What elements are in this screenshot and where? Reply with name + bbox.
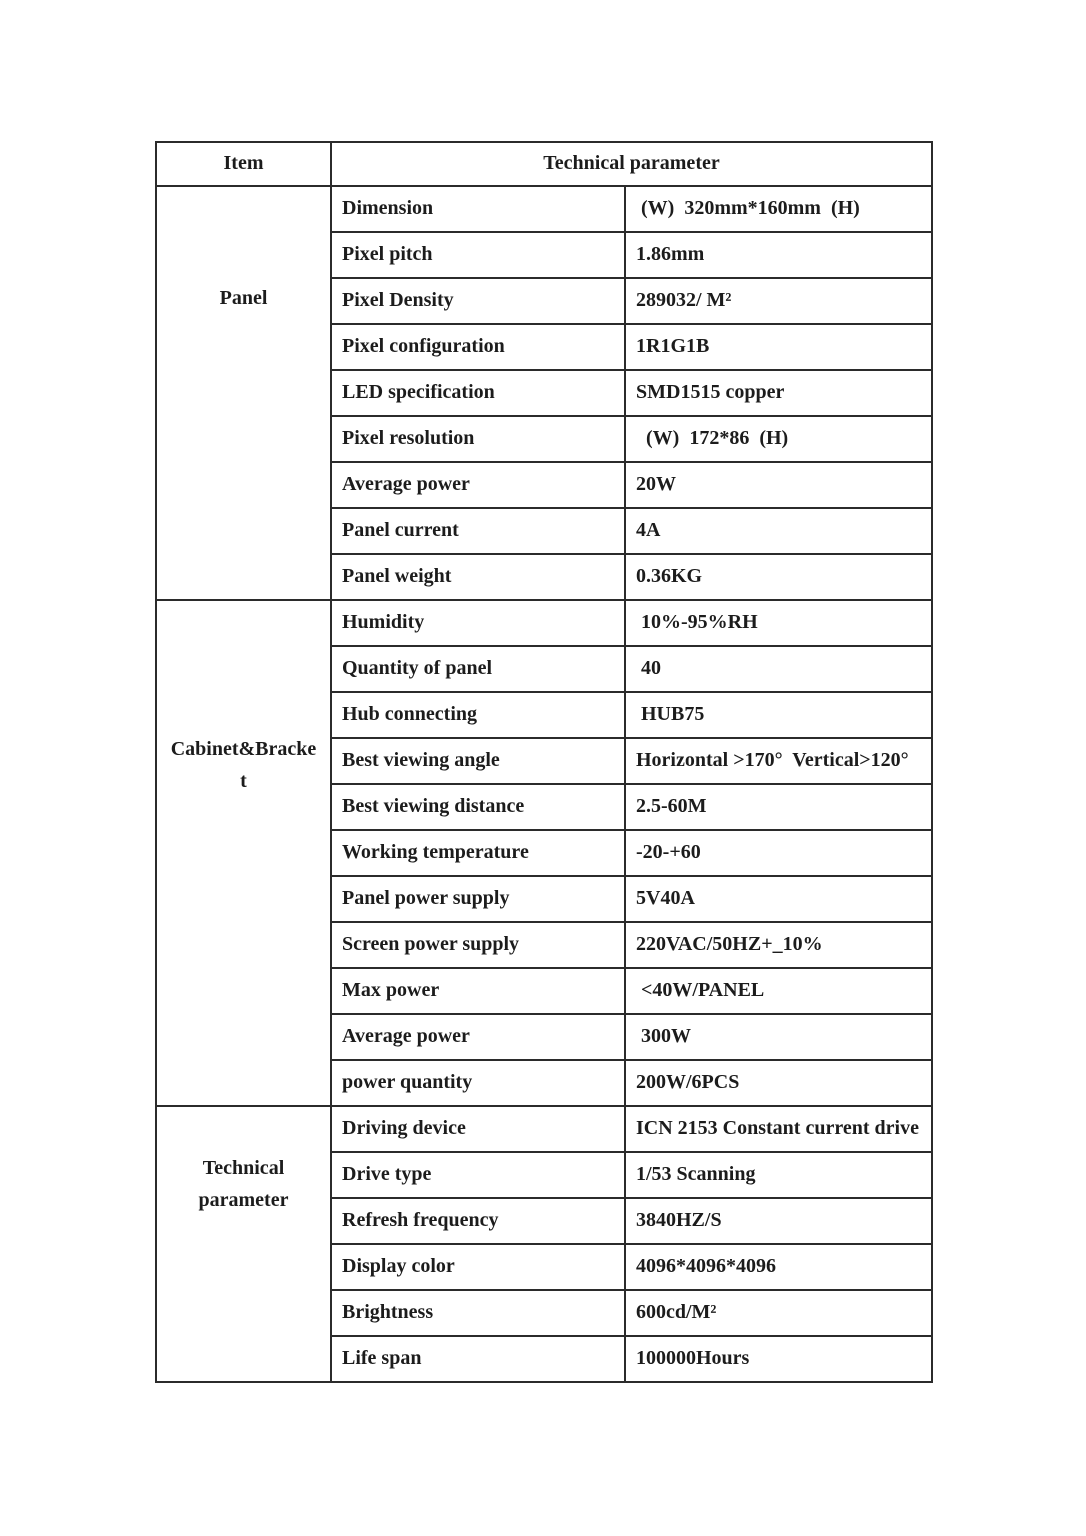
spec-value: 20W	[625, 462, 932, 508]
spec-value: 200W/6PCS	[625, 1060, 932, 1106]
spec-name: Refresh frequency	[331, 1198, 625, 1244]
spec-name: Life span	[331, 1336, 625, 1382]
spec-value: 100000Hours	[625, 1336, 932, 1382]
spec-name: Hub connecting	[331, 692, 625, 738]
spec-value: 1.86mm	[625, 232, 932, 278]
spec-value: 2.5-60M	[625, 784, 932, 830]
spec-name: Driving device	[331, 1106, 625, 1152]
table-row	[156, 1106, 932, 1152]
spec-value: 4A	[625, 508, 932, 554]
spec-value: 3840HZ/S	[625, 1198, 932, 1244]
spec-name: Pixel configuration	[331, 324, 625, 370]
spec-value: 1/53 Scanning	[625, 1152, 932, 1198]
spec-name: Panel weight	[331, 554, 625, 600]
spec-value: 0.36KG	[625, 554, 932, 600]
spec-value: (W) 172*86 (H)	[625, 416, 932, 462]
section-label-technical-parameter: Technical parameter	[156, 1106, 331, 1382]
spec-value: 300W	[625, 1014, 932, 1060]
spec-value: 220VAC/50HZ+_10%	[625, 922, 932, 968]
spec-value: ICN 2153 Constant current drive	[625, 1106, 932, 1152]
spec-name: Pixel Density	[331, 278, 625, 324]
header-parameter-label: Technical parameter	[331, 142, 932, 186]
section-label-panel: Panel	[156, 186, 331, 600]
spec-name: Panel current	[331, 508, 625, 554]
header-item-label: Item	[156, 142, 331, 186]
spec-name: power quantity	[331, 1060, 625, 1106]
section-label-cabinet-bracket: Cabinet&Bracket	[156, 600, 331, 1106]
spec-name: Working temperature	[331, 830, 625, 876]
spec-name: Drive type	[331, 1152, 625, 1198]
spec-value: (W) 320mm*160mm (H)	[625, 186, 932, 232]
spec-name: Best viewing distance	[331, 784, 625, 830]
spec-value: 40	[625, 646, 932, 692]
spec-value: 1R1G1B	[625, 324, 932, 370]
spec-name: Average power	[331, 462, 625, 508]
spec-value: <40W/PANEL	[625, 968, 932, 1014]
spec-name: Max power	[331, 968, 625, 1014]
spec-name: Humidity	[331, 600, 625, 646]
spec-value: 600cd/M²	[625, 1290, 932, 1336]
spec-value: 10%-95%RH	[625, 600, 932, 646]
spec-name: LED specification	[331, 370, 625, 416]
spec-value: HUB75	[625, 692, 932, 738]
spec-name: Pixel pitch	[331, 232, 625, 278]
spec-name: Best viewing angle	[331, 738, 625, 784]
spec-name: Dimension	[331, 186, 625, 232]
spec-value: 5V40A	[625, 876, 932, 922]
spec-name: Screen power supply	[331, 922, 625, 968]
spec-value: SMD1515 copper	[625, 370, 932, 416]
header-row	[156, 142, 932, 186]
spec-value: Horizontal >170° Vertical>120°	[625, 738, 932, 784]
spec-table	[155, 141, 933, 1383]
spec-name: Display color	[331, 1244, 625, 1290]
spec-name: Panel power supply	[331, 876, 625, 922]
spec-name: Brightness	[331, 1290, 625, 1336]
spec-value: 4096*4096*4096	[625, 1244, 932, 1290]
spec-value: -20-+60	[625, 830, 932, 876]
table-row	[156, 600, 932, 646]
spec-name: Average power	[331, 1014, 625, 1060]
table-row	[156, 186, 932, 232]
spec-value: 289032/ M²	[625, 278, 932, 324]
spec-name: Pixel resolution	[331, 416, 625, 462]
spec-name: Quantity of panel	[331, 646, 625, 692]
